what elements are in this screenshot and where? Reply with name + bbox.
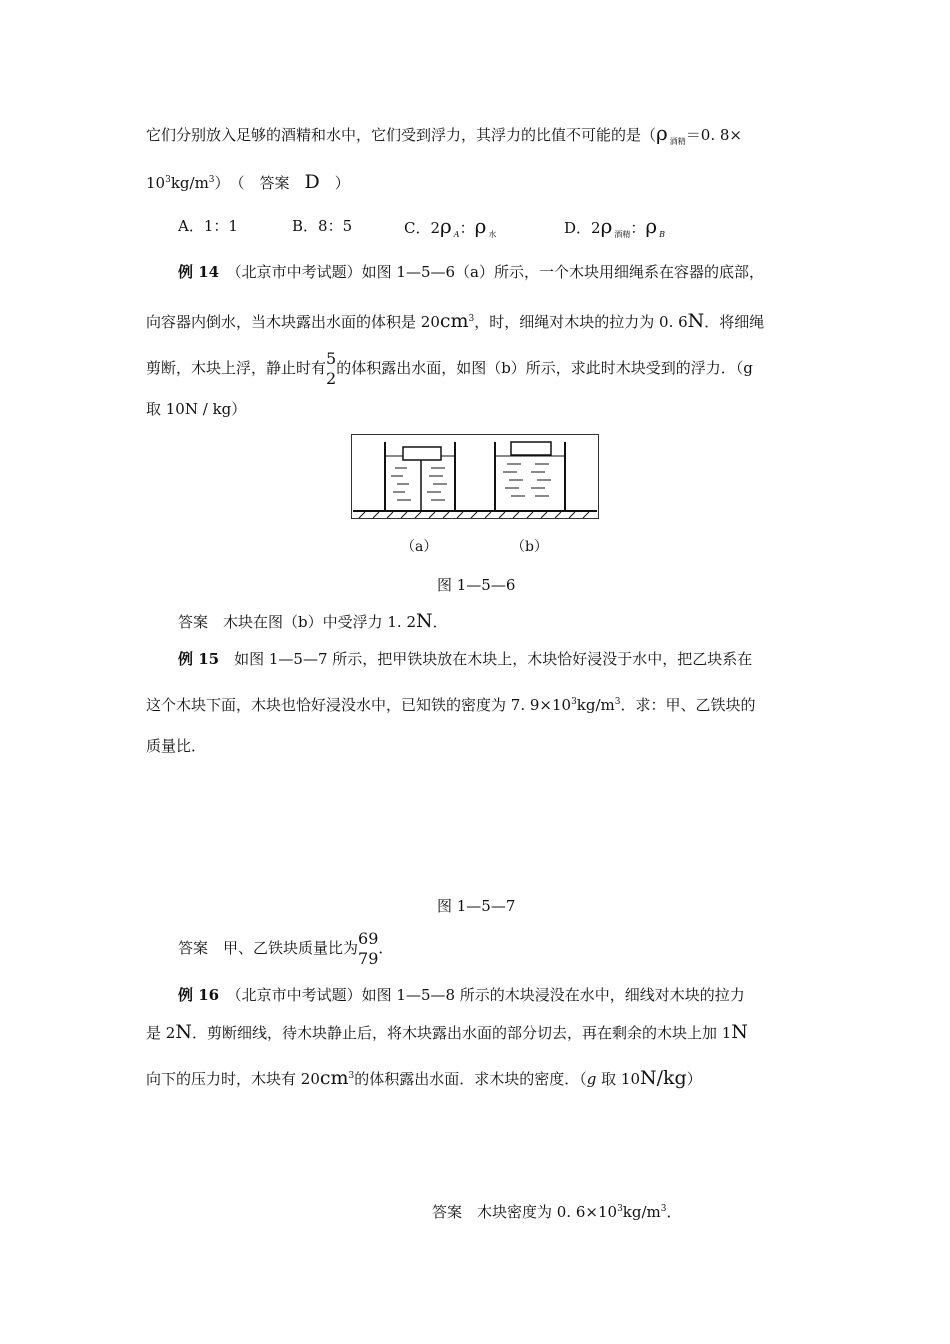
text: 这个木块下面，木块也恰好浸没水中，已知铁的密度为 7. 9×10 — [146, 696, 572, 714]
text: D．2 — [564, 219, 601, 237]
symbol-g: g — [586, 1070, 597, 1088]
text: ） （ 答案 — [214, 174, 305, 192]
q15-line-3 — [146, 736, 206, 756]
text: 质量比． — [146, 737, 207, 755]
superscript: 3 — [468, 314, 475, 324]
wood-block-b — [511, 442, 551, 455]
figure-caption-1-5-6: 图 1—5—6 — [437, 576, 516, 594]
text: ．剪断细线，待木块静止后，将木块露出水面的部分切去，再在剩余的木块上加 1 — [191, 1024, 732, 1042]
figure-label-a: （a） — [401, 539, 438, 555]
q14-line-4 — [146, 399, 246, 419]
q14-line-2 — [146, 309, 764, 332]
superscript: 3 — [165, 175, 171, 185]
option-d — [564, 216, 665, 245]
text: ，时，细绳对木块的拉力为 0. 6 — [474, 313, 688, 331]
figure-frame — [352, 435, 599, 519]
q16-line-3 — [146, 1066, 702, 1089]
unit: N — [687, 310, 705, 332]
option-a: A．1：1 — [178, 217, 238, 235]
q16-line-1 — [178, 985, 745, 1005]
wood-block-a — [403, 447, 441, 460]
text: 的体积露出水面，如图（b）所示，求此时木块受到的浮力．（g — [336, 359, 753, 377]
numerator: 5 — [326, 349, 337, 368]
q15-answer — [178, 926, 393, 970]
text: 如图 1—5—7 所示，把甲铁块放在木块上，木块恰好浸没于水中，把乙块系在 — [234, 650, 753, 668]
text: 剪断，木块上浮，静止时有 — [146, 359, 327, 377]
superscript: 3 — [571, 697, 577, 707]
q16-answer — [432, 1199, 682, 1222]
text: ． — [378, 939, 394, 957]
text: 的体积露出水面．求木块的密度．（ — [354, 1070, 587, 1088]
q15-line-1 — [178, 649, 752, 669]
unit: kg/m — [576, 696, 615, 714]
subscript: B — [659, 230, 666, 239]
rho-symbol: ρ — [645, 214, 658, 238]
superscript: 3 — [348, 1071, 355, 1081]
text: ： — [630, 219, 646, 237]
text: ． — [432, 613, 448, 631]
text: ．求：甲、乙铁块的 — [620, 696, 756, 714]
text: 取 10 — [146, 400, 185, 418]
unit: kg/m — [622, 1203, 661, 1221]
figure-caption-1-5-7: 图 1—5—7 — [437, 897, 516, 915]
text: 答案 木块密度为 0. 6×10 — [432, 1203, 618, 1221]
text: C．2 — [404, 219, 441, 237]
text: ＝0. 8× — [685, 126, 742, 144]
text: （北京市中考试题）如图 1—5—8 所示的木块浸没在水中，细线对木块的拉力 — [234, 986, 745, 1004]
text: （北京市中考试题）如图 1—5—6（a）所示，一个木块用细绳系在容器的底部， — [234, 263, 764, 281]
q13-line-2 — [146, 170, 350, 193]
unit: cm — [439, 310, 469, 332]
fraction — [326, 349, 336, 389]
numerator: 69 — [358, 929, 379, 948]
answer-letter: D — [304, 171, 320, 193]
unit: cm — [319, 1067, 349, 1089]
text: ． — [666, 1203, 682, 1221]
example-label: 例 14 — [178, 263, 220, 281]
text: ．将细绳 — [704, 313, 765, 331]
text: 它们分别放入足够的酒精和水中，它们受到浮力，其浮力的比值不可能的是（ — [146, 126, 657, 144]
figure-label-b: （b） — [511, 539, 548, 555]
text: ： — [459, 219, 475, 237]
denominator: 2 — [326, 369, 337, 388]
subscript: 酒精 — [669, 137, 686, 146]
rho-symbol: ρ — [600, 214, 613, 238]
q14-line-3 — [146, 346, 753, 390]
rho-symbol: ρ — [656, 121, 668, 145]
text: 向容器内倒水，当木块露出水面的体积是 20 — [146, 313, 440, 331]
q15-line-2 — [146, 692, 756, 715]
superscript: 3 — [614, 697, 621, 707]
text: 取 10 — [596, 1070, 641, 1088]
example-label: 例 15 — [178, 650, 220, 668]
text: ） — [319, 174, 350, 192]
figure-1-5-6 — [351, 434, 599, 520]
option-c — [404, 216, 496, 245]
superscript: 3 — [617, 1204, 623, 1214]
superscript: 3 — [660, 1204, 667, 1214]
unit: kg/m — [170, 174, 209, 192]
subscript: 水 — [488, 230, 497, 239]
q13-line-1 — [146, 123, 742, 152]
text: ） — [231, 400, 247, 418]
unit: N/kg — [640, 1067, 687, 1089]
rho-symbol: ρ — [440, 214, 452, 238]
fraction — [358, 929, 378, 969]
text: 答案 木块在图（b）中受浮力 1. 2 — [178, 613, 416, 631]
unit: N — [416, 610, 433, 632]
denominator: 79 — [358, 949, 379, 968]
q16-line-2 — [146, 1022, 748, 1043]
text: 向下的压力时，木块有 20 — [146, 1070, 320, 1088]
q14-answer — [178, 611, 448, 632]
subscript: 酒精 — [614, 230, 631, 239]
option-b: B．8：5 — [292, 217, 353, 235]
unit: N — [175, 1021, 192, 1043]
q14-line-1 — [178, 262, 764, 282]
text: 10 — [146, 174, 166, 192]
text: ） — [686, 1070, 702, 1088]
unit: N — [731, 1021, 748, 1043]
unit: N / kg — [184, 400, 232, 418]
subscript: A — [453, 230, 460, 239]
superscript: 3 — [208, 175, 215, 185]
example-label: 例 16 — [178, 986, 220, 1004]
text: 是 2 — [146, 1024, 176, 1042]
text: 答案 甲、乙铁块质量比为 — [178, 939, 359, 957]
rho-symbol: ρ — [474, 214, 487, 238]
